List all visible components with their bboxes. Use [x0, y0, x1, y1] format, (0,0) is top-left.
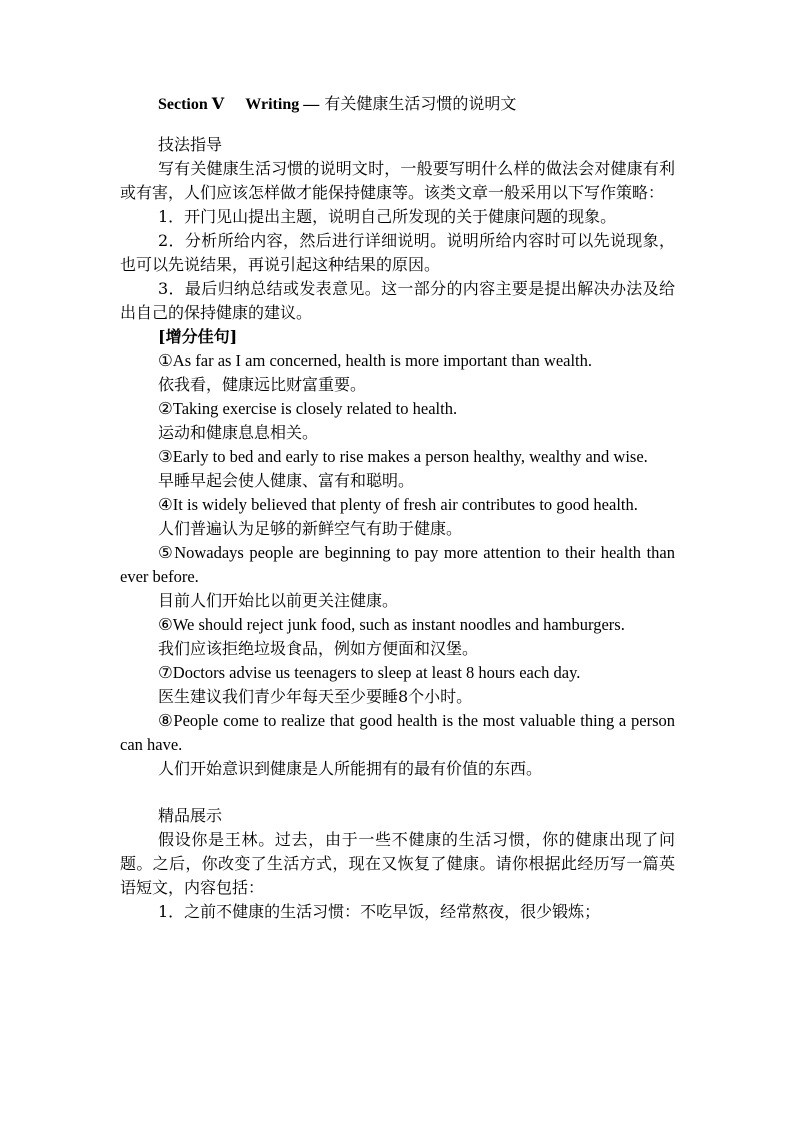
- showcase-heading: 精品展示: [158, 806, 223, 825]
- section-gap: [120, 781, 675, 804]
- writing-label: Writing —: [245, 96, 320, 113]
- sentence-en-8: ⑧People come to realize that good health is the most valuable thing a person can have.: [120, 711, 675, 754]
- sentence-zh-2: 运动和健康息息相关。: [158, 423, 319, 442]
- guide-intro: 写有关健康生活习惯的说明文时，一般要写明什么样的做法会对健康有利或有害，人们应该怎样做才能保持健康等。该类文章一般采用以下写作策略：: [120, 159, 675, 202]
- sentence-zh-6: 我们应该拒绝垃圾食品，例如方便面和汉堡。: [158, 639, 479, 658]
- showcase-task: 假设你是王林。过去，由于一些不健康的生活习惯，你的健康出现了问题。之后，你改变了生活方式，现在又恢复了健康。请你根据此经历写一篇英语短文，内容包括：: [120, 830, 675, 897]
- section-label: Section Ⅴ: [158, 96, 225, 113]
- sentence-zh-3: 早睡早起会使人健康、富有和聪明。: [158, 471, 415, 490]
- sentence-en-7: ⑦Doctors advise us teenagers to sleep at least 8 hours each day.: [158, 663, 581, 682]
- guide-step-2: 2．分析所给内容，然后进行详细说明。说明所给内容时可以先说现象， 也可以先说结果，再说引起这种结果的原因。: [120, 231, 675, 274]
- guide-heading: 技法指导: [158, 135, 223, 154]
- guide-step-1: 1．开门见山提出主题，说明自己所发现的关于健康问题的现象。: [158, 207, 617, 226]
- sentence-zh-8: 人们开始意识到健康是人所能拥有的最有价值的东西。: [158, 759, 543, 778]
- title-topic: 有关健康生活习惯的说明文: [324, 94, 517, 113]
- sentence-en-6: ⑥We should reject junk food, such as instant noodles and hamburgers.: [158, 615, 625, 634]
- sentence-en-4: ④It is widely believed that plenty of fresh air contributes to good health.: [158, 495, 638, 514]
- sentence-en-1: ①As far as I am concerned, health is more important than wealth.: [158, 351, 593, 370]
- sentence-zh-5: 目前人们开始比以前更关注健康。: [158, 591, 399, 610]
- sentence-en-2: ②Taking exercise is closely related to health.: [158, 399, 458, 418]
- sentence-zh-4: 人们普遍认为足够的新鲜空气有助于健康。: [158, 519, 463, 538]
- sentence-en-3: ③Early to bed and early to rise makes a person healthy, wealthy and wise.: [158, 447, 648, 466]
- guide-step-3: 3．最后归纳总结或发表意见。这一部分的内容主要是提出解决办法及给出自己的保持健康的建议。: [120, 279, 675, 322]
- document-page: [120, 92, 675, 924]
- sentences-heading: [增分佳句]: [158, 327, 238, 346]
- sentence-zh-7: 医生建议我们青少年每天至少要睡8个小时。: [158, 687, 473, 706]
- page-title: [120, 92, 675, 117]
- sentence-en-5: ⑤Nowadays people are beginning to pay more attention to their health than ever before.: [120, 543, 675, 586]
- showcase-point-1: 1．之前不健康的生活习惯：不吃早饭，经常熬夜，很少锻炼；: [158, 902, 601, 921]
- sentence-zh-1: 依我看，健康远比财富重要。: [158, 375, 367, 394]
